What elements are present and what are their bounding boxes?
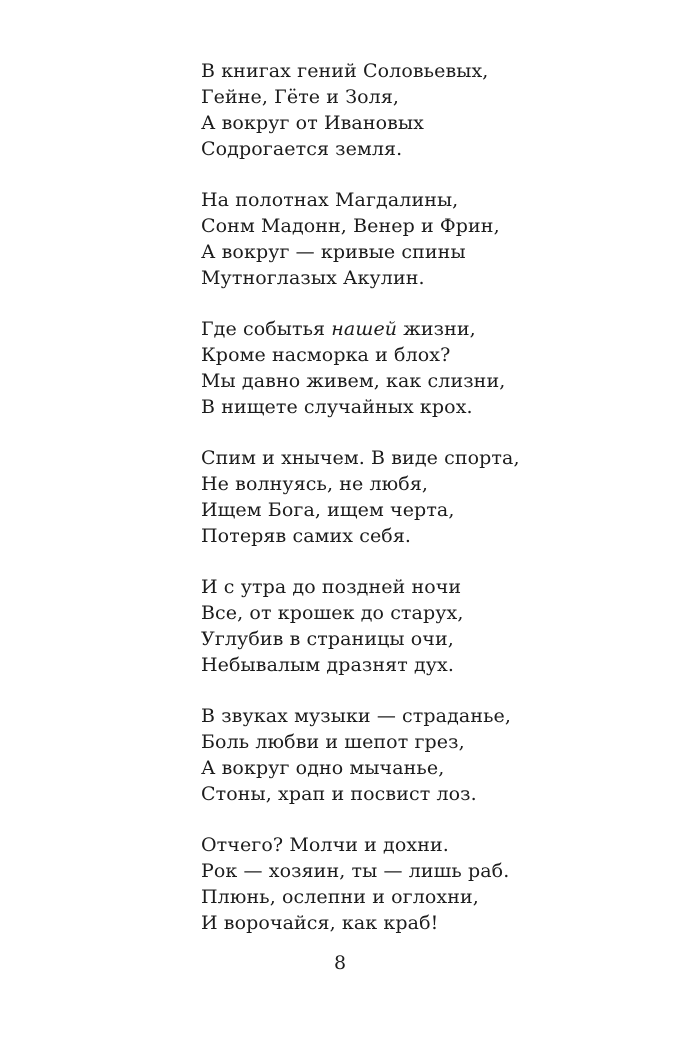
poem-line: На полотнах Магдалины, bbox=[201, 189, 459, 211]
poem-line: Плюнь, ослепни и оглохни, bbox=[201, 886, 479, 908]
page-number: 8 bbox=[333, 952, 347, 974]
stanza bbox=[201, 445, 641, 549]
stanza bbox=[201, 187, 641, 291]
line-text: Где событья bbox=[201, 318, 332, 340]
poem-line: Спим и хнычем. В виде спорта, bbox=[201, 447, 520, 469]
poem-line: Ищем Бога, ищем черта, bbox=[201, 499, 455, 521]
stanza bbox=[201, 316, 641, 420]
poem-line: А вокруг — кривые спины bbox=[201, 241, 466, 263]
poem-line: Углубив в страницы очи, bbox=[201, 628, 454, 650]
poem-line: Потеряв самих себя. bbox=[201, 525, 412, 547]
poem-line: Содрогается земля. bbox=[201, 138, 403, 160]
poem-line: Небывалым дразнят дух. bbox=[201, 654, 454, 676]
poem-line: В звуках музыки — страданье, bbox=[201, 705, 512, 727]
poem-line: Не волнуясь, не любя, bbox=[201, 473, 429, 495]
poem-line: Отчего? Молчи и дохни. bbox=[201, 834, 449, 856]
stanza bbox=[201, 58, 641, 162]
poem-line: И с утра до поздней ночи bbox=[201, 576, 462, 598]
poem-line: Стоны, храп и посвист лоз. bbox=[201, 783, 477, 805]
poem-line: И ворочайся, как краб! bbox=[201, 912, 439, 934]
poem-line: А вокруг от Ивановых bbox=[201, 112, 424, 134]
poem-line: Мутноглазых Акулин. bbox=[201, 267, 425, 289]
stanza bbox=[201, 832, 641, 936]
line-text: жизни, bbox=[397, 318, 476, 340]
poem-line: А вокруг одно мычанье, bbox=[201, 757, 445, 779]
poem-line: Боль любви и шепот грез, bbox=[201, 731, 465, 753]
poem-line: Рок — хозяин, ты — лишь раб. bbox=[201, 860, 510, 882]
poem-line: В нищете случайных крох. bbox=[201, 396, 473, 418]
poem-line: Кроме насморка и блох? bbox=[201, 344, 451, 366]
emphasized-word: нашей bbox=[331, 318, 398, 340]
poem-line: Все, от крошек до старух, bbox=[201, 602, 464, 624]
stanza bbox=[201, 703, 641, 807]
poem-line-with-emphasis bbox=[201, 316, 641, 342]
poem bbox=[201, 58, 641, 961]
poem-line: Гейне, Гёте и Золя, bbox=[201, 86, 400, 108]
poem-line: В книгах гений Соловьевых, bbox=[201, 60, 489, 82]
poem-line: Сонм Мадонн, Венер и Фрин, bbox=[201, 215, 500, 237]
poem-line: Мы давно живем, как слизни, bbox=[201, 370, 506, 392]
stanza bbox=[201, 574, 641, 678]
